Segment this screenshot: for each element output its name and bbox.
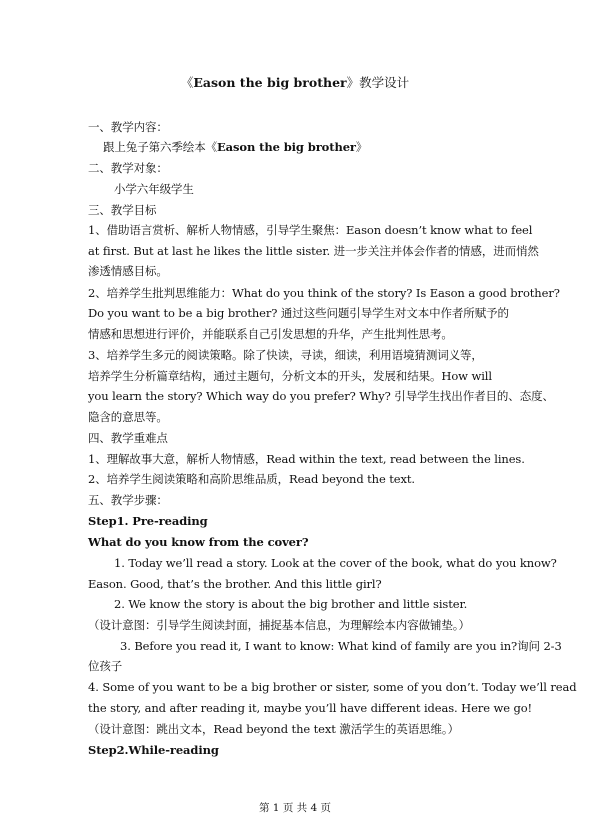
text-line: 情感和思想进行评价，并能联系自己引发思想的升华，产生批判性思考。: [88, 327, 453, 341]
section-heading-content: 一、教学内容：: [88, 120, 168, 134]
section-heading-objectives: 三、教学目标: [88, 203, 157, 217]
text-line: 渗透情感目标。: [88, 264, 168, 278]
text-line: 培养学生分析篇章结构，通过主题句，分析文本的开头，发展和结果。How will: [88, 369, 492, 383]
section-heading-keypoints: 四、教学重难点: [88, 431, 168, 445]
text-line: 隐含的意思等。: [88, 410, 168, 424]
content-text: 跟上兔子第六季绘本《: [103, 140, 217, 154]
section-heading-steps: 五、教学步骤：: [88, 493, 168, 507]
text-line: 3、培养学生多元的阅读策略。除了快读，寻读，细读，利用语境猜测词义等，: [88, 348, 483, 362]
section-heading-audience: 二、教学对象：: [88, 161, 168, 175]
text-line: 4. Some of you want to be a big brother or sister, some of you don’t. Today we’ll read: [88, 680, 577, 694]
page-footer: 第 1 页 共 4 页: [258, 802, 332, 814]
text-line: 3. Before you read it, I want to know: What kind of family are you in?询问 2-3: [120, 639, 562, 653]
text-line: Eason. Good, that’s the brother. And this little girl?: [88, 577, 382, 591]
text-line: you learn the story? Which way do you prefer? Why? 引导学生找出作者目的、态度、: [88, 389, 554, 403]
text-line: 1、借助语言赏析、解析人物情感，引导学生聚焦：Eason doesn’t know what to feel: [88, 223, 533, 237]
step-heading: Step2.While-reading: [88, 743, 219, 757]
text-line: 位孩子: [88, 659, 123, 673]
page-title: [0, 73, 590, 93]
text-line: 2、培养学生阅读策略和高阶思维品质，Read beyond the text.: [88, 472, 415, 486]
design-note: （设计意图：引导学生阅读封面，捕捉基本信息，为理解绘本内容做铺垫。）: [88, 618, 470, 632]
title-suffix: 》教学设计: [346, 75, 410, 90]
text-line: 2. We know the story is about the big brother and little sister.: [114, 597, 468, 611]
title-prefix: 《: [180, 75, 194, 90]
text-line: 2、培养学生批判思维能力：What do you think of the story? Is Eason a good brother?: [88, 286, 560, 300]
text-line: Do you want to be a big brother? 通过这些问题引导学生对文本中作者所赋予的: [88, 306, 509, 320]
content-text-end: 》: [355, 140, 368, 154]
subheading: What do you know from the cover?: [88, 535, 309, 549]
text-line: at first. But at last he likes the little sister. 进一步关注并体会作者的情感，进而悄然: [88, 244, 539, 258]
text-line: 1、理解故事大意，解析人物情感，Read within the text, read between the lines.: [88, 452, 525, 466]
design-note: （设计意图：跳出文本，Read beyond the text 激活学生的英语思维。）: [88, 722, 459, 736]
step-heading: Step1. Pre-reading: [88, 514, 208, 528]
book-title: Eason the big brother: [217, 140, 356, 154]
audience-line: 小学六年级学生: [114, 182, 194, 196]
content-line: [103, 137, 367, 157]
text-line: the story, and after reading it, maybe you’ll have different ideas. Here we go!: [88, 701, 533, 715]
text-line: 1. Today we’ll read a story. Look at the cover of the book, what do you know?: [114, 556, 557, 570]
title-bold: Eason the big brother: [193, 75, 347, 90]
